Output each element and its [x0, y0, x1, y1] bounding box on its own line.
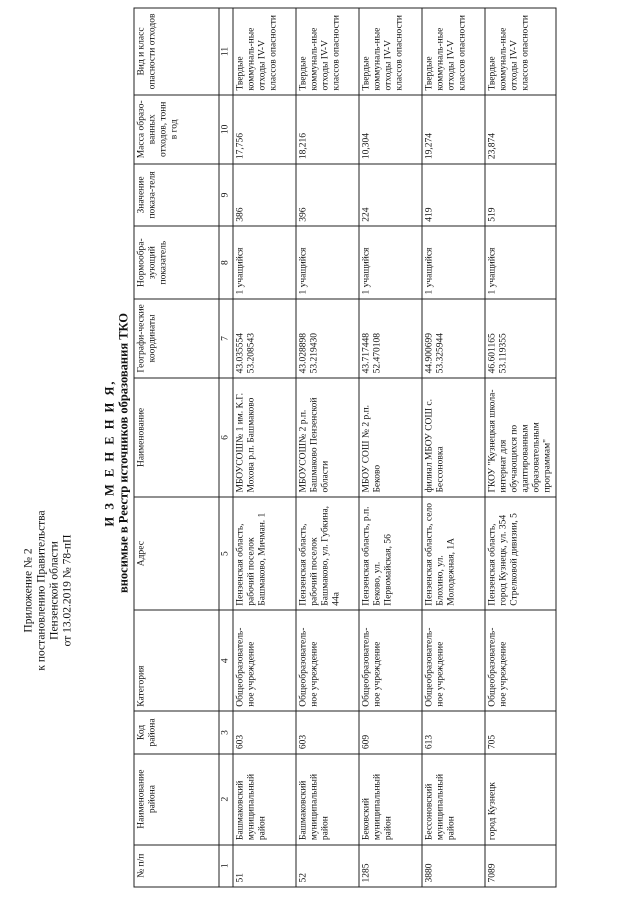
column-number: 1 [219, 844, 233, 886]
header-cell: Значение показа-теля [134, 163, 219, 226]
waste-cell: Твердые коммуналь-ные отходы IV-V классов опасности [296, 8, 359, 95]
code-cell: 603 [233, 711, 296, 753]
value-cell: 519 [485, 163, 556, 226]
title-line: И З М Е Н Е Н И Я, [102, 378, 116, 527]
row-number: 3880 [422, 844, 485, 886]
mass-cell: 23,874 [485, 94, 556, 163]
value-cell: 224 [359, 163, 422, 226]
header-cell: Нормообра-зующий показатель [134, 226, 219, 299]
column-number: 9 [219, 163, 233, 226]
indicator-cell: 1 учащийся [485, 226, 556, 299]
column-number: 10 [219, 94, 233, 163]
column-number: 5 [219, 497, 233, 610]
row-number: 52 [296, 844, 359, 886]
column-number: 3 [219, 711, 233, 753]
code-cell: 609 [359, 711, 422, 753]
column-number: 6 [219, 377, 233, 496]
name-cell: ГКОУ "Кузнецкая школа-интернат для обучающихся по адаптированным образовательным программам" [485, 377, 556, 496]
code-cell: 603 [296, 711, 359, 753]
header-cell: Географи-ческие координаты [134, 299, 219, 378]
value-cell: 386 [233, 163, 296, 226]
table-row [359, 8, 422, 887]
name-cell: филиал МБОУ СОШ с. Бессоновка [422, 377, 485, 496]
column-number: 8 [219, 226, 233, 299]
waste-cell: Твердые коммуналь-ные отходы IV-V классов опасности [233, 8, 296, 95]
header-cell: Масса образо-ванных отходов, тонн в год [134, 94, 219, 163]
indicator-cell: 1 учащийся [359, 226, 422, 299]
district-cell: Башмаковский муниципальный район [296, 753, 359, 844]
header-cell: Вид и класс опасности отходов [134, 8, 219, 95]
district-cell: Башмаковский муниципальный район [233, 753, 296, 844]
header-cell: Адрес [134, 497, 219, 610]
column-number: 7 [219, 299, 233, 378]
mass-cell: 19,274 [422, 94, 485, 163]
category-cell: Общеобразователь-ное учреждение [422, 610, 485, 711]
address-cell: Пензенская область, рабочий поселок Башмаково, Мичман. 1 [233, 497, 296, 610]
coords-cell: 44.900699 53.325944 [422, 299, 485, 378]
address-cell: Пензенская область, р.п. Беково, ул. Первомайская, 56 [359, 497, 422, 610]
indicator-cell: 1 учащийся [422, 226, 485, 299]
coords-cell: 43.717448 52.470108 [359, 299, 422, 378]
row-number: 7089 [485, 844, 556, 886]
code-cell: 613 [422, 711, 485, 753]
name-cell: МБОУСОШ№ 2 р.п. Башмаково Пензенской области [296, 377, 359, 496]
table-row [422, 8, 485, 887]
row-number: 51 [233, 844, 296, 886]
category-cell: Общеобразователь-ное учреждение [359, 610, 422, 711]
indicator-cell: 1 учащийся [233, 226, 296, 299]
appendix-line: к постановлению Правительства [35, 509, 47, 671]
address-cell: Пензенская область, село Блохино, ул. Молодежная, 1А [422, 497, 485, 610]
document-title [102, 0, 130, 905]
table-row [233, 8, 296, 887]
waste-cell: Твердые коммуналь-ные отходы IV-V классов опасности [359, 8, 422, 95]
coords-cell: 43.028898 53.219430 [296, 299, 359, 378]
header-cell: № п/п [134, 844, 219, 886]
district-cell: Бековский муниципальный район [359, 753, 422, 844]
row-number: 1285 [359, 844, 422, 886]
appendix-line: Приложение № 2 [22, 547, 34, 633]
header-cell: Категория [134, 610, 219, 711]
column-number: 2 [219, 753, 233, 844]
waste-cell: Твердые коммуналь-ные отходы IV-V классов опасности [422, 8, 485, 95]
header-cell: Наименование [134, 377, 219, 496]
district-cell: город Кузнецк [485, 753, 556, 844]
category-cell: Общеобразователь-ное учреждение [296, 610, 359, 711]
appendix-line: от 13.02.2019 № 78-пП [61, 534, 73, 646]
registry-table [133, 7, 556, 887]
mass-cell: 17,756 [233, 94, 296, 163]
waste-cell: Твердые коммуналь-ные отходы IV-V классов опасности [485, 8, 556, 95]
name-cell: МБОУСОШ№ 1 им. К.Г. Мохова р.п. Башмаково [233, 377, 296, 496]
column-number: 11 [219, 8, 233, 95]
indicator-cell: 1 учащийся [296, 226, 359, 299]
address-cell: Пензенская область, город Кузнецк, ул. 354 Стрелковой дивизии, 5 [485, 497, 556, 610]
coords-cell: 43.035554 53.208543 [233, 299, 296, 378]
header-cell: Наименование района [134, 753, 219, 844]
category-cell: Общеобразователь-ное учреждение [233, 610, 296, 711]
column-number-row [219, 8, 233, 887]
value-cell: 419 [422, 163, 485, 226]
table-row [296, 8, 359, 887]
header-cell: Код района [134, 711, 219, 753]
appendix-line: Пензенской области [48, 540, 60, 640]
title-subline: вносимые в Реестр источников образования ТКО [116, 312, 130, 593]
coords-cell: 46.601165 53.119355 [485, 299, 556, 378]
mass-cell: 18,216 [296, 94, 359, 163]
table-header-row [134, 8, 219, 887]
code-cell: 705 [485, 711, 556, 753]
table-row [485, 8, 556, 887]
name-cell: МБОУ СОШ № 2 р.п. Беково [359, 377, 422, 496]
category-cell: Общеобразователь-ное учреждение [485, 610, 556, 711]
value-cell: 396 [296, 163, 359, 226]
appendix-header [22, 460, 74, 720]
district-cell: Бессоновский муниципальный район [422, 753, 485, 844]
address-cell: Пензенская область, рабочий поселок Башмаково, ул. Губкина, 44а [296, 497, 359, 610]
column-number: 4 [219, 610, 233, 711]
mass-cell: 10,304 [359, 94, 422, 163]
